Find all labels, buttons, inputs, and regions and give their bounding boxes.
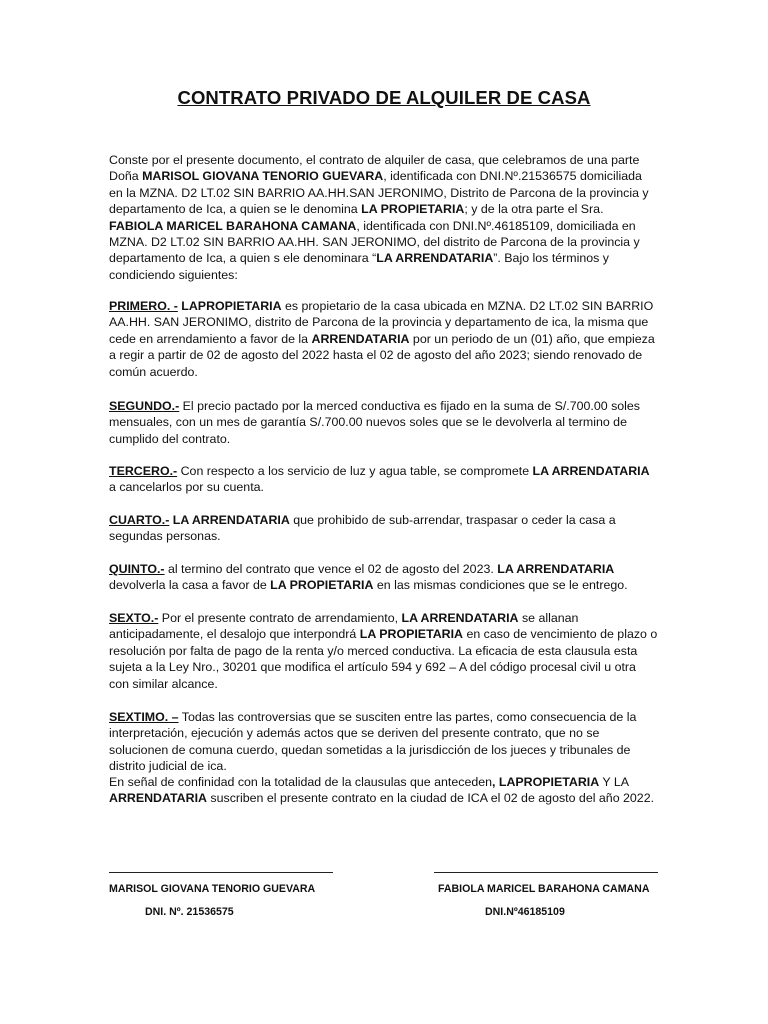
clause-text: en caso de vencimiento de plazo o resolución por falta de pago de la renta y/o merced conductiva. La eficacia de esta clausula esta sujeta a la Ley Nro., 30201 que modifica el artículo 594 y 692 – A del código procesal civil u otra con similar alcance. [109,627,658,691]
landlord-term: LA PROPIETARIA [361,202,465,217]
signatory-left-dni: DNI. Nº. 21536575 [145,906,234,918]
clause-text: Con respecto a los servicio de luz y agua table, se compromete [177,464,533,478]
clause-quinto [109,561,659,594]
signatory-left-name: MARISOL GIOVANA TENORIO GUEVARA [109,883,316,895]
clause-heading: SEGUNDO.- [109,399,180,413]
party-two-name: FABIOLA MARICEL BARAHONA CAMANA [109,218,357,233]
signature-line-right [434,872,658,873]
tenant-term: ARRENDATARIA [109,791,207,806]
clause-text: que prohibido de sub-arrendar, traspasar o ceder la casa a segundas personas. [109,513,616,544]
clause-text: al termino del contrato que vence el 02 de agosto del 2023. [164,562,498,576]
tenant-term: ARRENDATARIA [311,331,410,346]
intro-text: , identificada con DNI.Nº.21536575 domiciliada en la MZNA. D2 LT.02 SIN BARRIO AA.HH.SAN JERONIMO, Distrito de Parcona de la provincia y departamento de Ica, a quien se le denomina [109,169,649,217]
clause-tercero [109,463,659,496]
closing-paragraph [109,774,659,807]
clause-heading: CUARTO.- [109,513,170,527]
signatory-right-name: FABIOLA MARICEL BARAHONA CAMANA [438,883,650,895]
clause-heading: TERCERO.- [109,464,178,478]
clause-text: a cancelarlos por su cuenta. [109,480,264,495]
signatory-right-dni: DNI.Nº46185109 [485,906,565,918]
closing-text: Y LA [599,775,629,789]
document-title: CONTRATO PRIVADO DE ALQUILER DE CASA [177,87,591,108]
clause-heading: PRIMERO. - [109,299,178,313]
tenant-term: LA ARRENDATARIA [401,611,519,625]
tenant-term: LA ARRENDATARIA [497,562,615,576]
tenant-term: LA ARRENDATARIA [169,513,290,527]
landlord-term: LA PROPIETARIA [359,627,464,642]
clause-heading: QUINTO.- [109,562,165,576]
clause-primero [109,298,659,380]
clause-text: en las mismas condiciones que se le entrego. [373,578,628,593]
clause-text: es propietario de la casa ubicada en MZNA. D2 LT.02 SIN BARRIO AA.HH. SAN JERONIMO, distrito de Parcona de la provincia y departamento de ica, la misma que cede en arrendamiento a favor de la [109,299,654,346]
clause-segundo [109,398,659,447]
signature-line-left [109,872,333,873]
closing-text: suscriben el presente contrato en la ciudad de ICA el 02 de agosto del año 2022. [206,791,655,806]
party-one-name: MARISOL GIOVANA TENORIO GUEVARA [142,169,384,184]
clause-cuarto [109,512,659,545]
clause-heading: SEXTIMO. – [109,710,179,724]
intro-text: ”. Bajo los términos y condiciendo siguientes: [109,251,609,282]
clause-text: por un periodo de un (01) año, que empieza a regir a partir de 02 de agosto del 2022 hasta el 02 de agosto del año 2023; siendo renovado de común acuerdo. [109,331,655,379]
intro-paragraph [109,152,659,283]
clause-heading: SEXTO.- [109,611,159,625]
tenant-term: LA ARRENDATARIA [376,251,494,266]
landlord-term: LAPROPIETARIA [177,299,282,313]
landlord-term: , LAPROPIETARIA [492,775,600,789]
clause-text: se allanan anticipadamente, el desalojo que interpondrá [109,611,579,642]
clause-text: devolverla la casa a favor de [109,578,271,593]
clause-septimo [109,709,659,775]
tenant-term: LA ARRENDATARIA [532,464,650,478]
intro-text: , identificada con DNI.Nº.46185109, domiciliada en MZNA. D2 LT.02 SIN BARRIO AA.HH. SAN JERONIMO, del distrito de Parcona de la provincia y departamento de Ica, a quien s ele denominara “ [109,218,640,266]
intro-text: ; y de la otra parte el Sra. [464,202,604,217]
clause-text: Todas las controversias que se susciten entre las partes, como consecuencia de la interpretación, ejecución y además actos que se deriven del presente contrato, que no se solucionen de comuna cuerdo, quedan sometidas a la jurisdicción de los jueces y tribunales de distrito judicial de ica. [109,710,637,774]
clause-text: Por el presente contrato de arrendamiento, [158,611,402,625]
clause-text: El precio pactado por la merced conductiva es fijado en la suma de S/.700.00 soles mensuales, con un mes de garantía S/.700.00 nuevos soles que se le devolverla al termino de cumplido del contrato. [109,399,641,446]
clause-sexto [109,610,659,692]
closing-text: En señal de confinidad con la totalidad de la clausulas que anteceden [109,775,493,789]
intro-text: Conste por el presente documento, el contrato de alquiler de casa, que celebramos de una parte Doña [109,153,640,184]
landlord-term: LA PROPIETARIA [270,578,374,593]
